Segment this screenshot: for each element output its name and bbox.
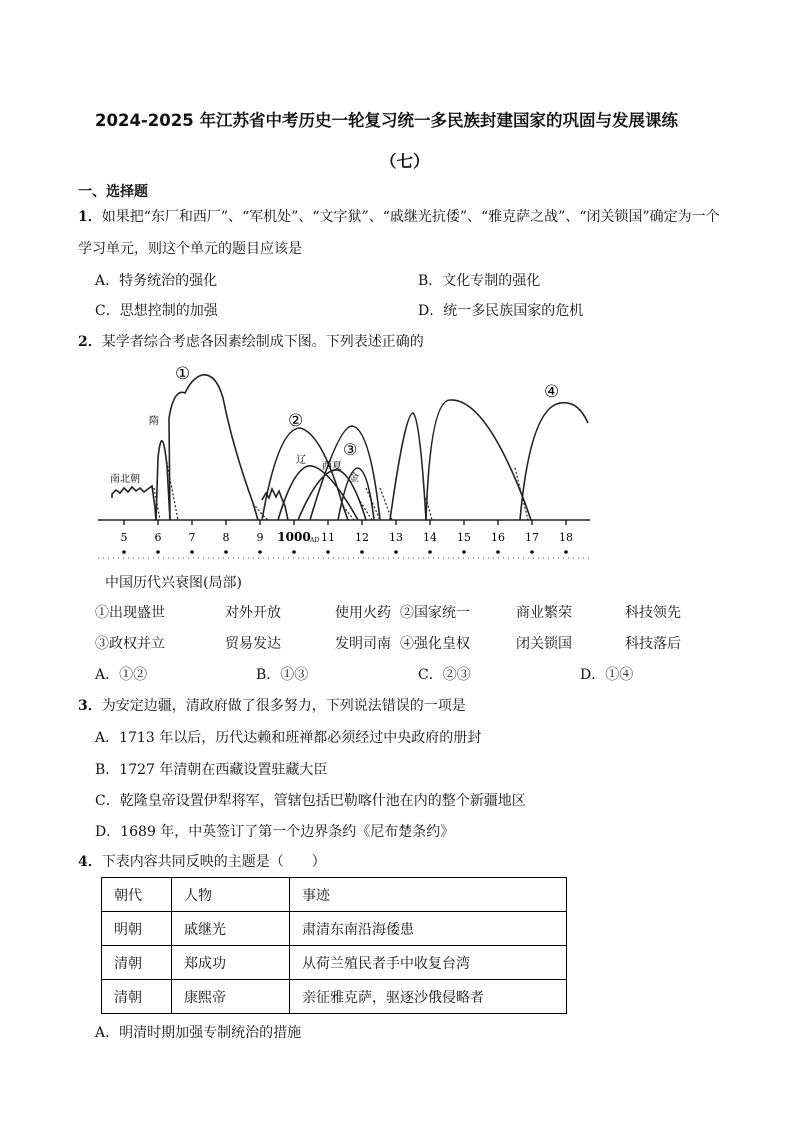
- option-a[interactable]: A．明清时期加强专制统治的措施: [95, 1025, 302, 1041]
- x-tick-dot: [190, 550, 194, 554]
- label-circle-1: ①: [175, 364, 191, 384]
- x-tick-label: 18: [559, 531, 573, 544]
- question-text: 下表内容共同反映的主题是（ ）: [101, 854, 326, 870]
- x-tick-dot: [394, 550, 398, 554]
- table-cell: 明朝: [102, 912, 172, 946]
- question-number: 1．: [78, 209, 102, 225]
- table-row: [102, 946, 567, 980]
- x-tick-unit: AD: [310, 537, 320, 544]
- label-jin: 金: [349, 473, 359, 484]
- page-title-part: （七）: [380, 152, 430, 171]
- chart-caption: 中国历代兴衰图(局部): [105, 575, 242, 591]
- option-a[interactable]: A．①②: [95, 667, 148, 683]
- question-text: 某学者综合考虑各因素绘制成下图。下列表述正确的: [101, 334, 424, 350]
- label-nanbeichao: 南北朝: [110, 474, 140, 485]
- statement-cell: ②国家统一: [400, 605, 470, 621]
- label-liao: 辽: [296, 455, 306, 466]
- curve-wudai: [262, 489, 288, 520]
- table-header: 朝代: [102, 878, 172, 912]
- x-tick-label: 5: [120, 531, 128, 544]
- statement-cell: 使用火药: [335, 605, 391, 621]
- x-tick-label: 9: [256, 531, 264, 544]
- table-row: [102, 912, 567, 946]
- x-tick-dot: [360, 550, 364, 554]
- label-sui: 隋: [149, 416, 159, 427]
- x-tick-label: 1000: [277, 530, 311, 544]
- page-title: 2024-2025 年江苏省中考历史一轮复习统一多民族封建国家的巩固与发展课练: [95, 111, 678, 130]
- curve-ming: [426, 400, 531, 520]
- table-cell: 清朝: [102, 946, 172, 980]
- x-tick-dot: [122, 550, 126, 554]
- x-tick-label: 8: [222, 531, 230, 544]
- x-tick-label: 13: [389, 531, 403, 544]
- x-tick-label: 12: [355, 531, 369, 544]
- option-d[interactable]: D．统一多民族国家的危机: [418, 303, 584, 319]
- decline-dash: [380, 488, 392, 520]
- table-cell: 亲征雅克萨，驱逐沙俄侵略者: [290, 980, 567, 1014]
- statement-cell: 闭关锁国: [516, 636, 572, 652]
- statement-cell: 发明司南: [335, 636, 391, 652]
- x-tick-label: 6: [154, 531, 162, 544]
- question-1: [78, 206, 720, 226]
- statement-cell: 商业繁荣: [516, 605, 572, 621]
- table-cell: 康熙帝: [172, 980, 290, 1014]
- option-d[interactable]: D．①④: [580, 667, 634, 683]
- table-cell: 郑成功: [172, 946, 290, 980]
- x-tick-dot: [428, 550, 432, 554]
- statement-cell: 贸易发达: [225, 636, 281, 652]
- label-circle-4: ④: [544, 382, 560, 402]
- events-table: [101, 877, 567, 1014]
- x-tick-label: 17: [525, 531, 539, 544]
- question-text: 为安定边疆，清政府做了很多努力，下列说法错误的一项是: [101, 698, 466, 714]
- table-header: 事迹: [290, 878, 567, 912]
- table-cell: 清朝: [102, 980, 172, 1014]
- option-d[interactable]: D．1689 年，中英签订了第一个边界条约《尼布楚条约》: [95, 824, 455, 840]
- rise-fall-chart: [90, 358, 600, 568]
- x-tick-dot: [462, 550, 466, 554]
- question-4: [78, 851, 326, 871]
- x-tick-dot: [292, 550, 296, 554]
- label-circle-3: ③: [343, 440, 358, 459]
- curve-4: [520, 403, 588, 520]
- statement-cell: ①出现盛世: [95, 605, 165, 621]
- curve-nanbeichao: [112, 486, 156, 520]
- option-a[interactable]: A．特务统治的强化: [95, 273, 218, 289]
- table-cell: 肃清东南沿海倭患: [290, 912, 567, 946]
- table-cell: 从荷兰殖民者手中收复台湾: [290, 946, 567, 980]
- curve-yuan: [390, 413, 426, 520]
- question-number: 2．: [78, 334, 102, 350]
- x-tick-dot: [326, 550, 330, 554]
- statement-cell: 对外开放: [225, 605, 281, 621]
- x-tick-label: 16: [491, 531, 505, 544]
- x-tick-label: 11: [321, 531, 335, 544]
- decline-dash: [343, 506, 354, 520]
- x-tick-label: 15: [457, 531, 471, 544]
- question-number: 4．: [78, 854, 102, 870]
- question-text: 如果把“东厂和西厂”、“军机处”、“文字狱”、“戚继光抗倭”、“雅克萨之战”、“闭关锁国”确定为一个: [101, 209, 720, 225]
- question-number: 3．: [78, 698, 102, 714]
- x-tick-dot: [156, 550, 160, 554]
- option-c[interactable]: C．思想控制的加强: [95, 303, 218, 319]
- section-heading: 一、选择题: [78, 184, 148, 200]
- tick-group: [121, 520, 574, 554]
- label-circle-2: ②: [288, 411, 304, 431]
- x-tick-label: 7: [188, 531, 196, 544]
- option-c[interactable]: C．②③: [418, 667, 471, 683]
- option-b[interactable]: B．1727 年清朝在西藏设置驻藏大臣: [95, 762, 328, 778]
- question-2: [78, 331, 424, 351]
- label-xixia: 西夏: [322, 461, 342, 472]
- x-tick-dot: [496, 550, 500, 554]
- statement-cell: ③政权并立: [95, 636, 165, 652]
- statement-cell: 科技落后: [625, 636, 681, 652]
- curve-1: [169, 375, 258, 520]
- statement-cell: ④强化皇权: [400, 636, 470, 652]
- table-row: [102, 980, 567, 1014]
- question-1-cont: 学习单元，则这个单元的题目应该是: [78, 241, 302, 257]
- table-header: 人物: [172, 878, 290, 912]
- x-tick-dot: [224, 550, 228, 554]
- x-tick-label: 14: [423, 531, 437, 544]
- x-tick-dot: [530, 550, 534, 554]
- option-b[interactable]: B．①③: [256, 667, 309, 683]
- table-header-row: [102, 878, 567, 912]
- question-3: [78, 695, 466, 715]
- x-tick-dot: [564, 550, 568, 554]
- x-tick-dot: [258, 550, 262, 554]
- statement-cell: 科技领先: [625, 605, 681, 621]
- option-b[interactable]: B．文化专制的强化: [418, 273, 541, 289]
- option-c[interactable]: C．乾隆皇帝设置伊犁将军，管辖包括巴勒喀什池在内的整个新疆地区: [95, 793, 526, 809]
- table-cell: 戚继光: [172, 912, 290, 946]
- option-a[interactable]: A．1713 年以后，历代达赖和班禅都必须经过中央政府的册封: [95, 730, 482, 746]
